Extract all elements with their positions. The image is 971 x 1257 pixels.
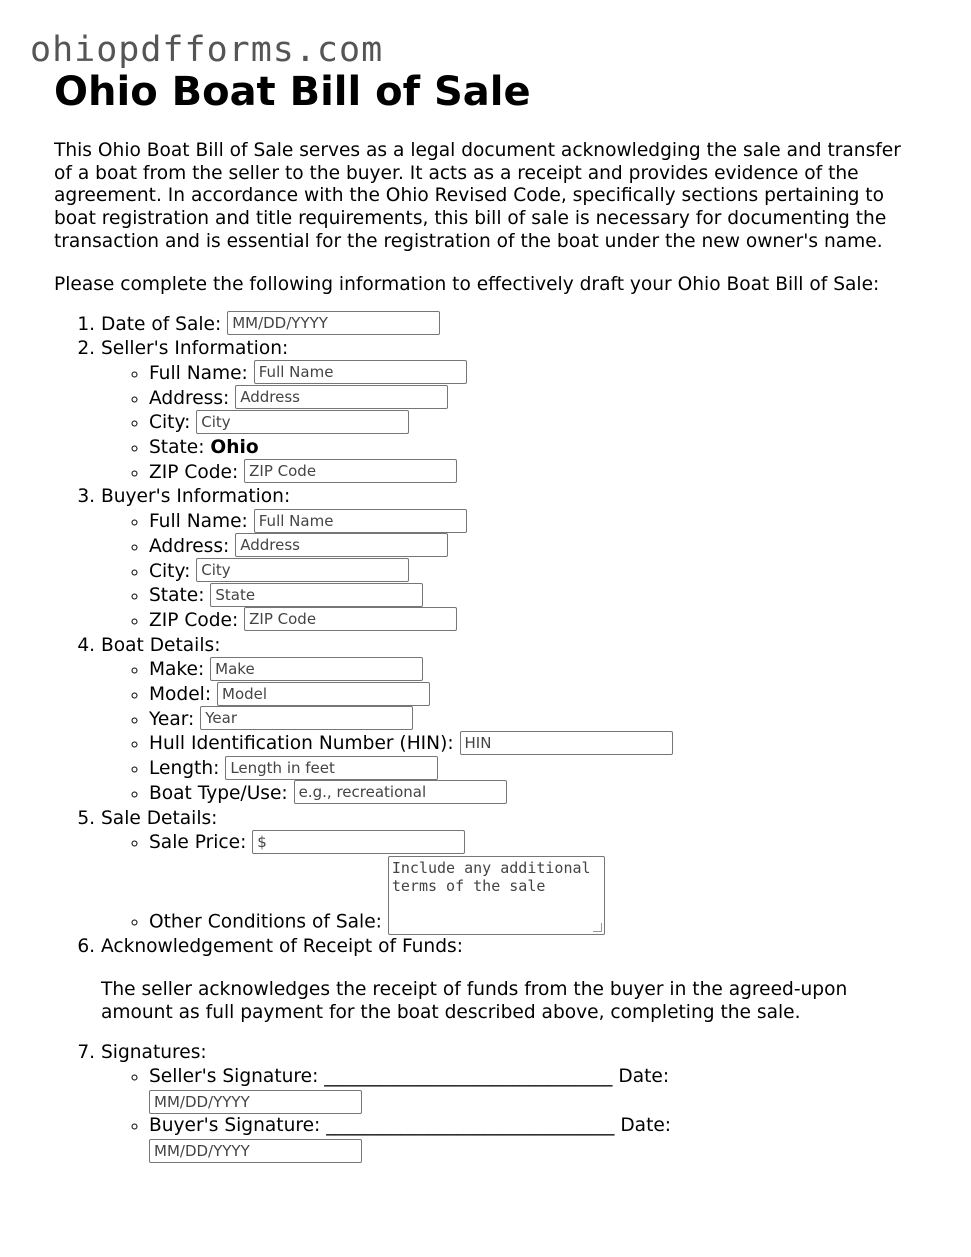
buyer-address-input[interactable]: Address xyxy=(235,533,448,557)
buyer-zip-row xyxy=(149,609,924,634)
seller-zip-input[interactable]: ZIP Code xyxy=(244,459,457,483)
buyer-date-label: Date: xyxy=(620,1115,672,1137)
section-date-of-sale xyxy=(101,313,924,338)
buyer-full-name-label: Full Name: xyxy=(149,511,248,533)
seller-full-name-label: Full Name: xyxy=(149,362,248,384)
boat-make-row xyxy=(149,658,924,683)
boat-year-input[interactable]: Year xyxy=(200,706,413,730)
buyer-state-row xyxy=(149,584,924,609)
section-seller-information xyxy=(101,337,924,485)
seller-address-input[interactable]: Address xyxy=(235,385,448,409)
seller-state-label: State: xyxy=(149,437,205,459)
buyer-date-input[interactable]: MM/DD/YYYY xyxy=(149,1139,362,1163)
section-signatures xyxy=(101,1041,924,1163)
seller-city-input[interactable]: City xyxy=(196,410,409,434)
buyer-address-row xyxy=(149,535,924,560)
buyer-full-name-row xyxy=(149,510,924,535)
section-boat-details xyxy=(101,634,924,807)
boat-type-row xyxy=(149,782,924,807)
buyer-signature-label: Buyer's Signature: xyxy=(149,1115,321,1137)
buyer-signature-row xyxy=(149,1114,924,1163)
boat-length-label: Length: xyxy=(149,758,220,780)
seller-date-input[interactable]: MM/DD/YYYY xyxy=(149,1090,362,1114)
buyer-city-row xyxy=(149,560,924,585)
boat-length-row xyxy=(149,757,924,782)
section-sale-details xyxy=(101,807,924,935)
seller-signature-line[interactable]: _______________________________ xyxy=(324,1066,613,1088)
signatures-heading: Signatures: xyxy=(101,1041,207,1063)
section-acknowledgement xyxy=(101,935,924,1024)
boat-hin-input[interactable]: HIN xyxy=(460,731,673,755)
resize-handle-icon[interactable] xyxy=(593,923,602,932)
buyer-signature-line[interactable]: _______________________________ xyxy=(326,1115,615,1137)
seller-zip-row xyxy=(149,461,924,486)
boat-type-input[interactable]: e.g., recreational xyxy=(294,780,507,804)
sale-price-label: Sale Price: xyxy=(149,832,247,854)
page-title: Ohio Boat Bill of Sale xyxy=(54,69,531,115)
buyer-city-input[interactable]: City xyxy=(196,558,409,582)
boat-hin-row xyxy=(149,732,924,757)
boat-year-label: Year: xyxy=(149,708,195,730)
buyer-city-label: City: xyxy=(149,560,191,582)
instructions-paragraph: Please complete the following information to effectively draft your Ohio Boat Bill of Sale: xyxy=(54,273,880,295)
ack-paragraph: The seller acknowledges the receipt of funds from the buyer in the agreed-upon amount as full payment for the boat described above, completing the sale. xyxy=(101,978,848,1023)
form-sections xyxy=(54,313,924,1163)
seller-city-row xyxy=(149,411,924,436)
boat-make-input[interactable]: Make xyxy=(210,657,423,681)
seller-heading: Seller's Information: xyxy=(101,338,289,360)
buyer-state-label: State: xyxy=(149,585,205,607)
document-body xyxy=(54,68,924,1163)
seller-signature-row xyxy=(149,1065,924,1114)
boat-model-input[interactable]: Model xyxy=(217,682,430,706)
seller-full-name-row xyxy=(149,362,924,387)
sale-conditions-placeholder: Include any additional terms of the sale xyxy=(391,858,591,895)
seller-state-value: Ohio xyxy=(210,437,259,459)
sale-conditions-label: Other Conditions of Sale: xyxy=(149,911,382,933)
buyer-zip-label: ZIP Code: xyxy=(149,609,239,631)
sale-conditions-textarea[interactable] xyxy=(388,856,605,935)
buyer-full-name-input[interactable]: Full Name xyxy=(254,509,467,533)
buyer-address-label: Address: xyxy=(149,535,230,557)
sale-price-row xyxy=(149,831,924,856)
sale-price-input[interactable]: $ xyxy=(252,830,465,854)
boat-model-row xyxy=(149,683,924,708)
boat-make-label: Make: xyxy=(149,659,205,681)
seller-state-row xyxy=(149,436,924,461)
sale-conditions-row xyxy=(149,856,924,935)
buyer-zip-input[interactable]: ZIP Code xyxy=(244,607,457,631)
boat-hin-label: Hull Identification Number (HIN): xyxy=(149,733,454,755)
section-buyer-information xyxy=(101,485,924,633)
date-of-sale-input[interactable]: MM/DD/YYYY xyxy=(227,311,440,335)
boat-type-label: Boat Type/Use: xyxy=(149,782,288,804)
seller-zip-label: ZIP Code: xyxy=(149,461,239,483)
seller-full-name-input[interactable]: Full Name xyxy=(254,360,467,384)
site-watermark: ohiopdfforms.com xyxy=(30,30,384,70)
boat-heading: Boat Details: xyxy=(101,634,221,656)
boat-model-label: Model: xyxy=(149,684,212,706)
seller-city-label: City: xyxy=(149,412,191,434)
seller-address-label: Address: xyxy=(149,387,230,409)
seller-date-label: Date: xyxy=(618,1066,670,1088)
seller-address-row xyxy=(149,387,924,412)
date-of-sale-label: Date of Sale: xyxy=(101,313,222,335)
seller-signature-label: Seller's Signature: xyxy=(149,1066,319,1088)
boat-length-input[interactable]: Length in feet xyxy=(225,756,438,780)
boat-year-row xyxy=(149,708,924,733)
sale-heading: Sale Details: xyxy=(101,807,218,829)
ack-heading: Acknowledgement of Receipt of Funds: xyxy=(101,935,463,957)
buyer-state-input[interactable]: State xyxy=(210,583,423,607)
intro-paragraph: This Ohio Boat Bill of Sale serves as a legal document acknowledging the sale and transfer of a boat from the seller to the buyer. It acts as a receipt and provides evidence of the agreement. In accordance with the Ohio Revised Code, specifically sections pertaining to boat registration and title requirements, this bill of sale is necessary for documenting the transaction and is essential for the registration of the boat under the new owner's name. xyxy=(54,140,901,252)
buyer-heading: Buyer's Information: xyxy=(101,486,291,508)
